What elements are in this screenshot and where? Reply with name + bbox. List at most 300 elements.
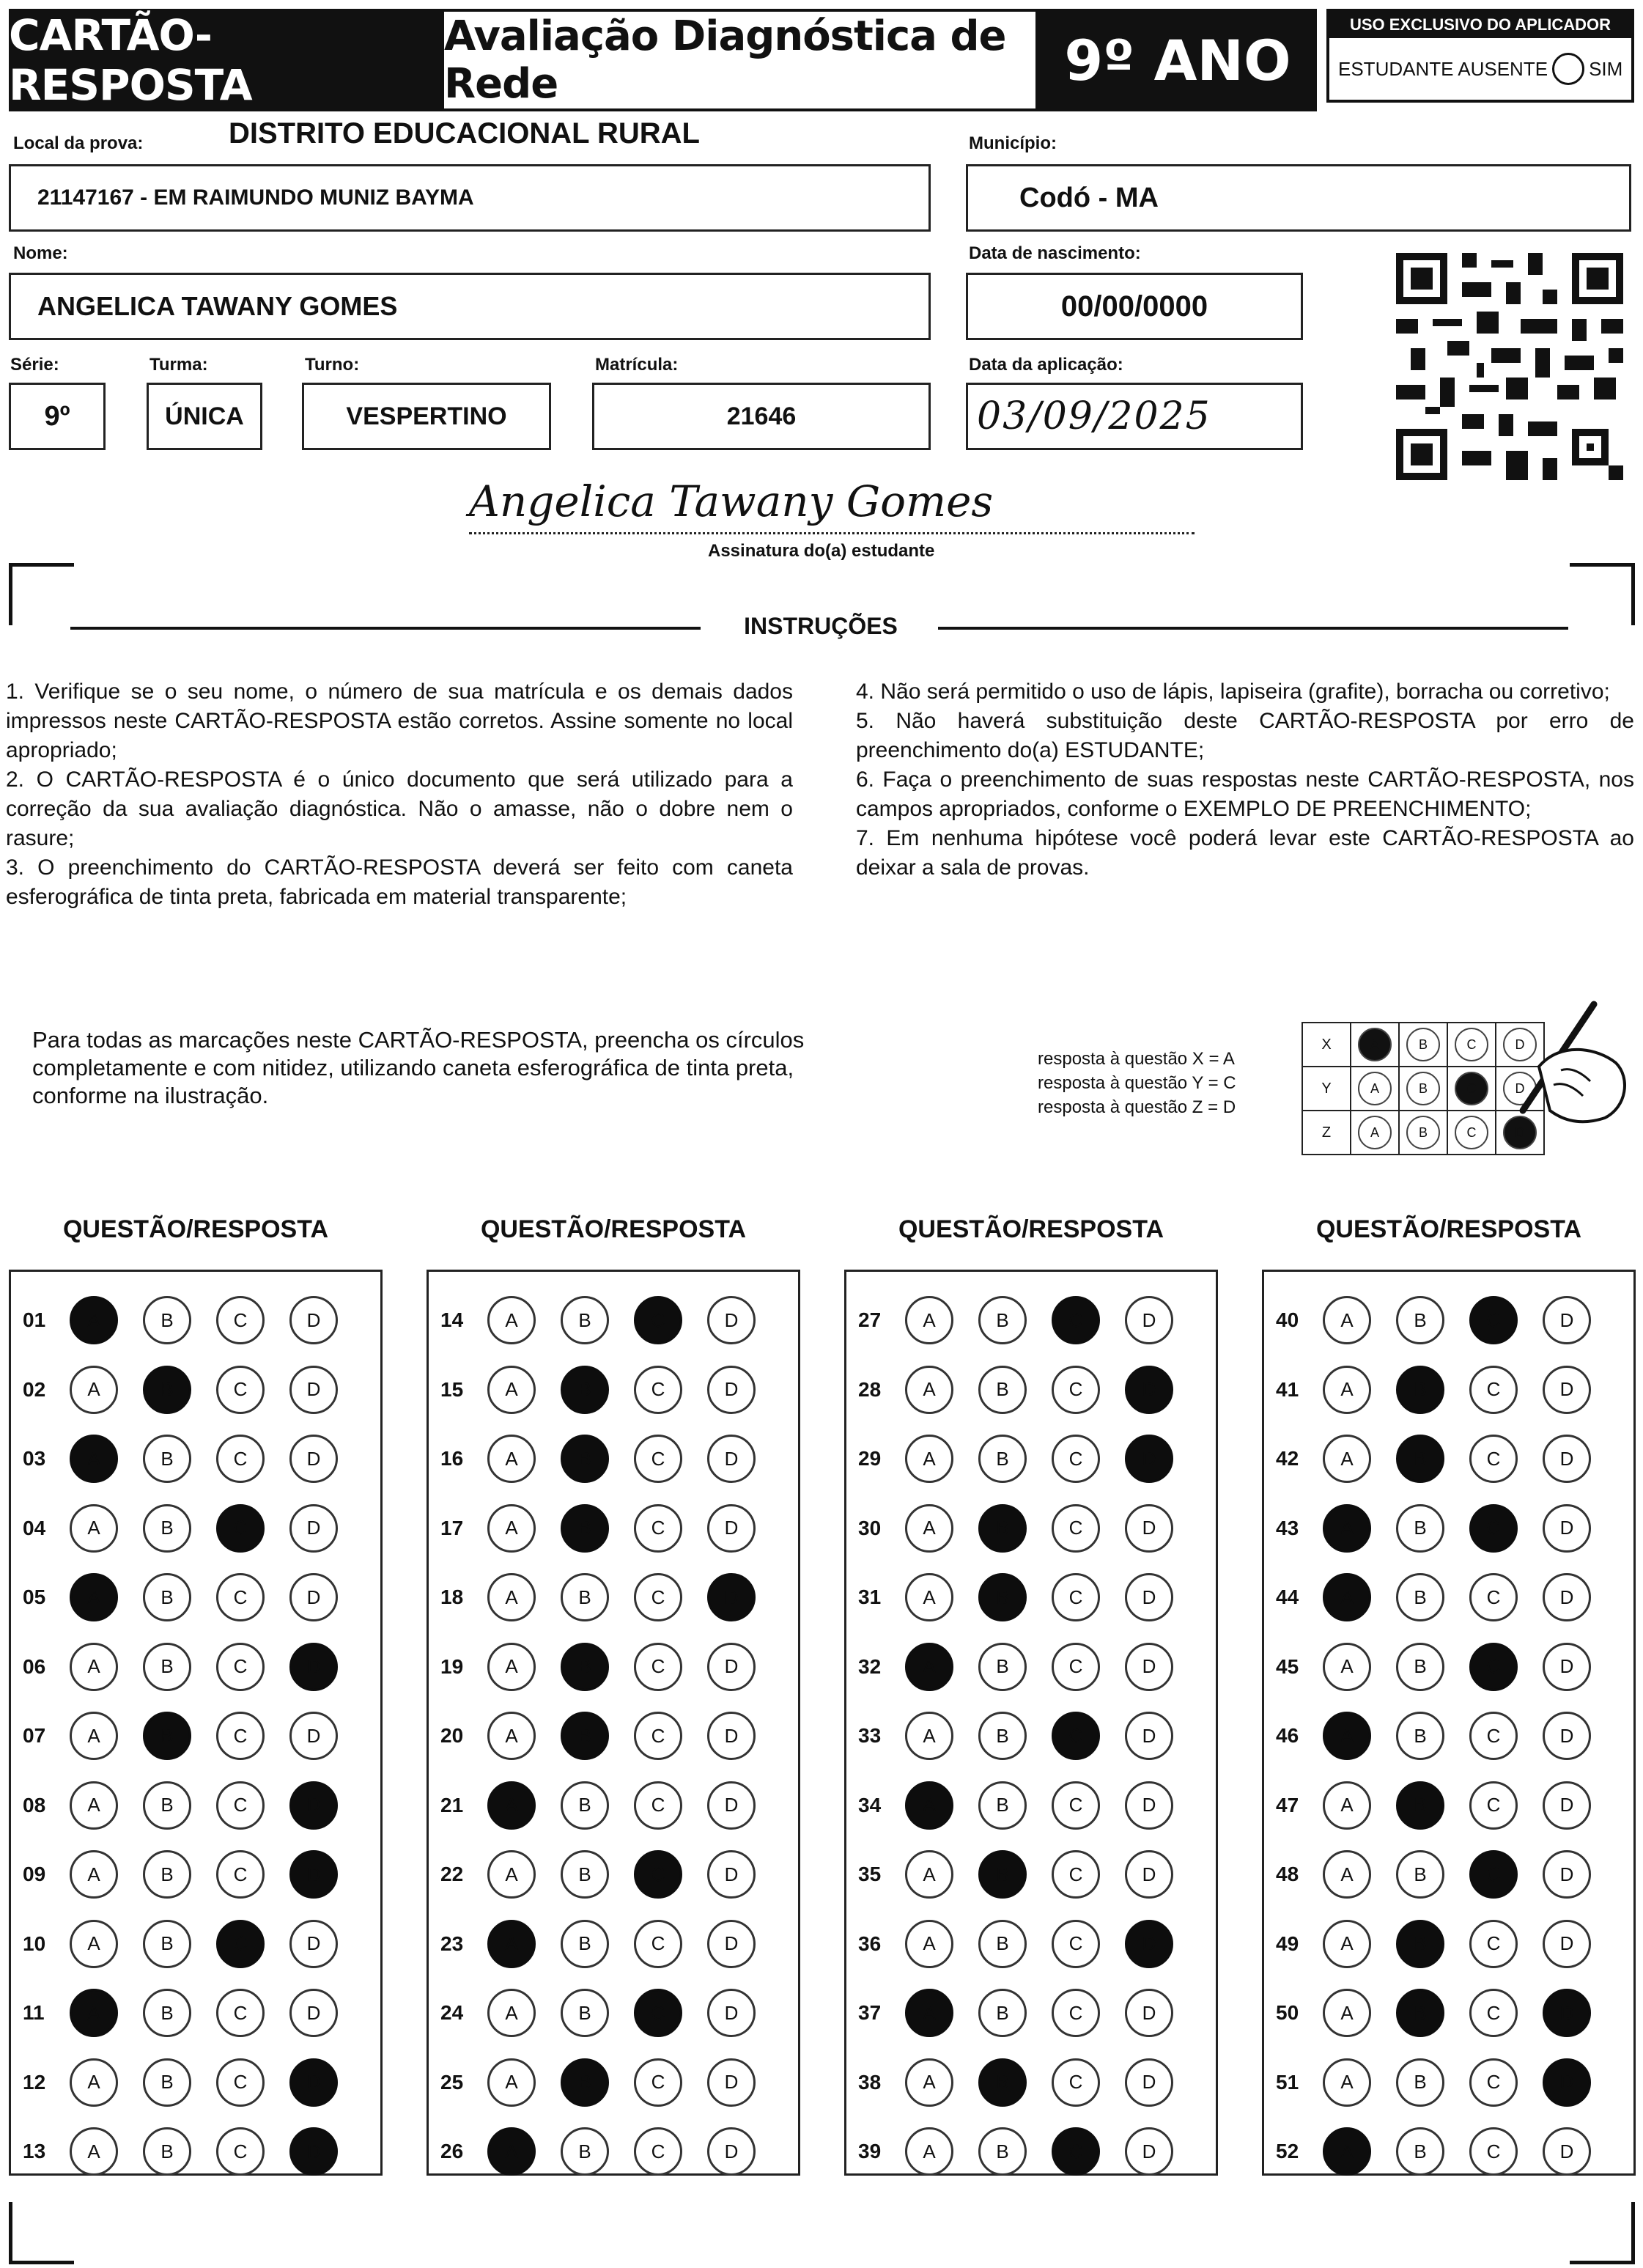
answer-bubble-b[interactable]: B [1396, 1366, 1444, 1414]
answer-bubble-a[interactable]: A [905, 1643, 953, 1691]
answer-bubble-b[interactable]: B [1396, 1296, 1444, 1344]
question-number: 27 [858, 1308, 882, 1331]
example-bubble-b: B [1406, 1116, 1440, 1149]
answer-bubble-a[interactable]: A [905, 1850, 953, 1899]
answer-bubble-b[interactable]: B [561, 2127, 609, 2176]
exam-title: Avaliação Diagnóstica de Rede [441, 9, 1038, 111]
answer-bubble-a[interactable]: A [487, 1435, 536, 1483]
answer-bubble-c[interactable]: C [1052, 1573, 1100, 1621]
answer-bubble-b[interactable]: B [1396, 2127, 1444, 2176]
answer-bubble-b[interactable]: B [1396, 1850, 1444, 1899]
answer-bubble-b[interactable]: B [978, 1643, 1027, 1691]
example-legend-z: resposta à questão Z = D [1038, 1097, 1236, 1117]
question-row [1264, 1638, 1616, 1696]
answer-bubble-d[interactable]: D [1125, 1850, 1173, 1899]
answer-bubble-a[interactable]: A [905, 1712, 953, 1760]
question-number: 29 [858, 1447, 882, 1470]
answer-bubble-b[interactable]: B [1396, 1920, 1444, 1968]
question-row [846, 1361, 1198, 1419]
answer-bubble-a[interactable]: A [487, 1989, 536, 2037]
answer-bubble-b[interactable]: B [1396, 1712, 1444, 1760]
answer-bubble-d[interactable]: D [707, 1435, 756, 1483]
answer-bubble-c[interactable]: C [634, 1781, 682, 1830]
answer-bubble-b[interactable]: B [561, 1435, 609, 1483]
answer-bubble-d[interactable]: D [1543, 1643, 1591, 1691]
example-bubble-a: A [1358, 1116, 1392, 1149]
question-row [1264, 1361, 1616, 1419]
answer-bubble-c[interactable]: C [1469, 1296, 1518, 1344]
answer-bubble-c[interactable]: C [1469, 1712, 1518, 1760]
question-number: 48 [1276, 1863, 1299, 1885]
local-label: Local da prova: [13, 133, 144, 153]
question-number: 39 [858, 2140, 882, 2162]
question-row [429, 1915, 780, 1973]
answer-bubble-c[interactable]: C [216, 2127, 265, 2176]
answer-bubble-d[interactable]: D [289, 1643, 338, 1691]
answer-bubble-b[interactable]: B [143, 1850, 191, 1899]
question-row [429, 1776, 780, 1835]
answer-bubble-d[interactable]: D [289, 1712, 338, 1760]
answer-bubble-b[interactable]: B [143, 2127, 191, 2176]
example-row-label: Z [1302, 1111, 1351, 1155]
answer-bubble-a[interactable]: A [1323, 2127, 1371, 2176]
question-row [846, 1499, 1198, 1558]
answer-bubble-b[interactable]: B [1396, 2058, 1444, 2107]
answer-bubble-b[interactable]: B [143, 1504, 191, 1553]
answer-bubble-d[interactable]: D [1543, 2058, 1591, 2107]
answer-bubble-c[interactable]: C [1469, 1573, 1518, 1621]
grade-label: 9º ANO [1038, 9, 1317, 111]
answer-bubble-a[interactable]: A [487, 1296, 536, 1344]
answer-bubble-d[interactable]: D [289, 1850, 338, 1899]
question-row [11, 2122, 363, 2181]
example-bubble-a: A [1358, 1028, 1392, 1061]
answer-bubble-d[interactable]: D [1543, 1712, 1591, 1760]
answer-bubble-d[interactable]: D [1125, 1296, 1173, 1344]
answer-bubble-b[interactable]: B [143, 1296, 191, 1344]
answer-bubble-d[interactable]: D [289, 2127, 338, 2176]
answer-bubble-c[interactable]: C [1052, 2058, 1100, 2107]
answer-bubble-a[interactable]: A [70, 1920, 118, 1968]
answer-bubble-c[interactable]: C [1469, 1850, 1518, 1899]
question-row [1264, 2053, 1616, 2112]
answer-bubble-b[interactable]: B [978, 1296, 1027, 1344]
answer-bubble-d[interactable]: D [289, 1920, 338, 1968]
question-row [429, 1984, 780, 2042]
question-row [429, 1568, 780, 1627]
answer-bubble-a[interactable]: A [1323, 2058, 1371, 2107]
question-number: 10 [23, 1932, 46, 1955]
answer-bubble-c[interactable]: C [634, 1712, 682, 1760]
answer-bubble-c[interactable]: C [634, 1573, 682, 1621]
matricula: 21646 [726, 402, 797, 430]
answer-bubble-c[interactable]: C [1052, 1643, 1100, 1691]
answer-bubble-c[interactable]: C [1052, 1366, 1100, 1414]
answer-bubble-a[interactable]: A [1323, 1850, 1371, 1899]
question-number: 32 [858, 1654, 882, 1678]
answer-bubble-d[interactable]: D [707, 2127, 756, 2176]
example-bubble-d: D [1503, 1072, 1537, 1105]
turma-field [147, 383, 262, 450]
answer-bubble-c[interactable]: C [216, 1989, 265, 2037]
answer-bubble-a[interactable]: A [487, 1781, 536, 1830]
answer-bubble-a[interactable]: A [1323, 1366, 1371, 1414]
column-title: QUESTÃO/RESPOSTA [1315, 1215, 1582, 1243]
answer-bubble-b[interactable]: B [561, 1712, 609, 1760]
city: Codó - MA [1019, 182, 1159, 213]
answer-bubble-a[interactable]: A [70, 1296, 118, 1344]
answer-bubble-d[interactable]: D [707, 1712, 756, 1760]
answer-bubble-d[interactable]: D [707, 1920, 756, 1968]
answer-bubble-d[interactable]: D [1543, 1366, 1591, 1414]
answer-bubble-d[interactable]: D [1543, 1504, 1591, 1553]
birth-field [966, 273, 1303, 340]
answer-bubble-d[interactable]: D [1125, 1989, 1173, 2037]
answer-bubble-a[interactable]: A [905, 1573, 953, 1621]
answer-bubble-b[interactable]: B [561, 1989, 609, 2037]
answer-bubble-c[interactable]: C [1052, 1920, 1100, 1968]
answer-bubble-c[interactable]: C [216, 1366, 265, 1414]
answer-bubble-a[interactable]: A [905, 1435, 953, 1483]
instruction-5: 5. Não haverá substituição deste CARTÃO-RESPOSTA por erro de preenchimento do(a) ESTUDANTE; [856, 709, 1634, 762]
answer-bubble-c[interactable]: C [634, 2058, 682, 2107]
answer-bubble-d[interactable]: D [1543, 1296, 1591, 1344]
question-number: 24 [440, 2001, 464, 2024]
answer-bubble-b[interactable]: B [1396, 1504, 1444, 1553]
instruction-6: 6. Faça o preenchimento de suas respostas neste CARTÃO-RESPOSTA, nos campos apropriados, conforme o EXEMPLO DE PREENCHIMENTO; [856, 767, 1634, 821]
answer-bubble-d[interactable]: D [707, 1781, 756, 1830]
answer-bubble-d[interactable]: D [1543, 1989, 1591, 2037]
question-row [1264, 1568, 1616, 1627]
turno: VESPERTINO [346, 402, 507, 430]
answer-bubble-b[interactable]: B [978, 1781, 1027, 1830]
answer-bubble-c[interactable]: C [1469, 1435, 1518, 1483]
answer-bubble-b[interactable]: B [561, 1366, 609, 1414]
answer-bubble-b[interactable]: B [978, 1712, 1027, 1760]
answer-bubble-b[interactable]: B [143, 1920, 191, 1968]
question-row [11, 1429, 363, 1488]
answer-bubble-b[interactable]: B [1396, 1435, 1444, 1483]
answer-bubble-b[interactable]: B [1396, 1989, 1444, 2037]
answer-bubble-b[interactable]: B [978, 1850, 1027, 1899]
answer-bubble-c[interactable]: C [1052, 1850, 1100, 1899]
answer-bubble-a[interactable]: A [905, 1920, 953, 1968]
answer-bubble-c[interactable]: C [216, 1573, 265, 1621]
answer-bubble-a[interactable]: A [905, 1989, 953, 2037]
answer-bubble-b[interactable]: B [978, 2058, 1027, 2107]
answer-bubble-b[interactable]: B [561, 1781, 609, 1830]
answer-bubble-c[interactable]: C [216, 1296, 265, 1344]
answer-bubble-a[interactable]: A [70, 1366, 118, 1414]
answer-bubble-a[interactable]: A [70, 1850, 118, 1899]
answer-bubble-c[interactable]: C [1469, 1366, 1518, 1414]
answer-bubble-b[interactable]: B [143, 1435, 191, 1483]
answer-bubble-c[interactable]: C [216, 1643, 265, 1691]
answer-bubble-b[interactable]: B [978, 1504, 1027, 1553]
answer-bubble-d[interactable]: D [707, 1573, 756, 1621]
answer-bubble-a[interactable]: A [1323, 1920, 1371, 1968]
question-number: 43 [1276, 1516, 1299, 1539]
answer-bubble-a[interactable]: A [1323, 1643, 1371, 1691]
absent-row [1338, 53, 1622, 85]
answer-bubble-b[interactable]: B [978, 1920, 1027, 1968]
answer-bubble-c[interactable]: C [1052, 1989, 1100, 2037]
question-number: 03 [23, 1447, 46, 1470]
question-row [429, 1638, 780, 1696]
answer-bubble-b[interactable]: B [978, 1435, 1027, 1483]
answer-bubble-b[interactable]: B [143, 2058, 191, 2107]
answer-bubble-d[interactable]: D [1125, 1643, 1173, 1691]
answer-bubble-c[interactable]: C [1052, 1712, 1100, 1760]
answer-bubble-a[interactable]: A [70, 1989, 118, 2037]
answer-bubble-a[interactable]: A [70, 1712, 118, 1760]
answer-bubble-d[interactable]: D [1543, 1850, 1591, 1899]
question-row [846, 2122, 1198, 2181]
answer-bubble-b[interactable]: B [561, 2058, 609, 2107]
answer-bubble-a[interactable]: A [1323, 1435, 1371, 1483]
question-number: 08 [23, 1793, 46, 1816]
answer-bubble-d[interactable]: D [707, 1850, 756, 1899]
answer-bubble-c[interactable]: C [634, 1504, 682, 1553]
example-bubble-c: C [1455, 1116, 1488, 1149]
example-row-label: X [1302, 1023, 1351, 1067]
question-column [9, 1270, 383, 2176]
answer-bubble-d[interactable]: D [707, 1989, 756, 2037]
answer-bubble-a[interactable]: A [1323, 1781, 1371, 1830]
answer-bubble-b[interactable]: B [1396, 1573, 1444, 1621]
question-row [429, 1429, 780, 1488]
answer-bubble-d[interactable]: D [1543, 2127, 1591, 2176]
question-number: 42 [1276, 1447, 1299, 1470]
answer-bubble-c[interactable]: C [634, 1643, 682, 1691]
answer-bubble-a[interactable]: A [1323, 1573, 1371, 1621]
answer-bubble-a[interactable]: A [487, 2058, 536, 2107]
answer-bubble-a[interactable]: A [905, 1296, 953, 1344]
answer-bubble-c[interactable]: C [1052, 1504, 1100, 1553]
question-number: 17 [440, 1516, 464, 1539]
answer-bubble-a[interactable]: A [487, 1366, 536, 1414]
answer-bubble-d[interactable]: D [1125, 1573, 1173, 1621]
answer-bubble-c[interactable]: C [1469, 2127, 1518, 2176]
answer-bubble-c[interactable]: C [1469, 1920, 1518, 1968]
answer-bubble-b[interactable]: B [143, 1643, 191, 1691]
question-number: 07 [23, 1724, 46, 1747]
answer-bubble-b[interactable]: B [561, 1504, 609, 1553]
answer-bubble-b[interactable]: B [561, 1850, 609, 1899]
answer-bubble-d[interactable]: D [1125, 1920, 1173, 1968]
question-number: 18 [440, 1586, 464, 1608]
answer-bubble-b[interactable]: B [561, 1573, 609, 1621]
divider-right [938, 627, 1568, 630]
answer-bubble-c[interactable]: C [634, 1850, 682, 1899]
answer-bubble-b[interactable]: B [143, 1989, 191, 2037]
answer-bubble-d[interactable]: D [1125, 1366, 1173, 1414]
absent-checkbox[interactable] [1552, 53, 1584, 85]
answer-bubble-c[interactable]: C [1469, 1643, 1518, 1691]
answer-bubble-a[interactable]: A [905, 1504, 953, 1553]
answer-bubble-a[interactable]: A [905, 2058, 953, 2107]
answer-bubble-b[interactable]: B [1396, 1643, 1444, 1691]
answer-bubble-d[interactable]: D [289, 1573, 338, 1621]
answer-bubble-d[interactable]: D [289, 1504, 338, 1553]
answer-bubble-c[interactable]: C [216, 1504, 265, 1553]
answer-bubble-b[interactable]: B [978, 1573, 1027, 1621]
question-number: 05 [23, 1586, 46, 1608]
example-cell [1399, 1023, 1447, 1067]
answer-bubble-c[interactable]: C [634, 1989, 682, 2037]
answer-bubble-d[interactable]: D [1543, 1435, 1591, 1483]
example-bubble-c: C [1455, 1072, 1488, 1105]
answer-bubble-b[interactable]: B [143, 1712, 191, 1760]
answer-bubble-a[interactable]: A [1323, 1712, 1371, 1760]
example-bubble-d: D [1503, 1028, 1537, 1061]
answer-bubble-d[interactable]: D [1543, 1573, 1591, 1621]
question-row [1264, 1776, 1616, 1835]
answer-bubble-c[interactable]: C [216, 1712, 265, 1760]
answer-bubble-b[interactable]: B [978, 2127, 1027, 2176]
question-row [11, 1499, 363, 1558]
answer-bubble-b[interactable]: B [561, 1296, 609, 1344]
answer-bubble-d[interactable]: D [1125, 2058, 1173, 2107]
corner-bottom-right [1570, 2202, 1635, 2264]
answer-bubble-b[interactable]: B [561, 1920, 609, 1968]
answer-bubble-c[interactable]: C [216, 2058, 265, 2107]
example-legend-y: resposta à questão Y = C [1038, 1073, 1236, 1093]
answer-bubble-a[interactable]: A [487, 1850, 536, 1899]
example-bubble-b: B [1406, 1072, 1440, 1105]
answer-bubble-b[interactable]: B [143, 1573, 191, 1621]
answer-bubble-c[interactable]: C [1052, 1781, 1100, 1830]
answer-bubble-d[interactable]: D [289, 1781, 338, 1830]
answer-bubble-d[interactable]: D [707, 1296, 756, 1344]
answer-bubble-d[interactable]: D [1125, 2127, 1173, 2176]
answer-bubble-a[interactable]: A [487, 1712, 536, 1760]
answer-bubble-a[interactable]: A [905, 1781, 953, 1830]
answer-bubble-c[interactable]: C [216, 1781, 265, 1830]
answer-bubble-a[interactable]: A [70, 1504, 118, 1553]
turno-field [302, 383, 551, 450]
answer-bubble-d[interactable]: D [1125, 1781, 1173, 1830]
answer-bubble-c[interactable]: C [634, 1366, 682, 1414]
answer-bubble-d[interactable]: D [289, 1435, 338, 1483]
question-row [11, 2053, 363, 2112]
answer-bubble-c[interactable]: C [1052, 2127, 1100, 2176]
question-number: 04 [23, 1516, 46, 1539]
answer-bubble-d[interactable]: D [707, 1643, 756, 1691]
answer-bubble-c[interactable]: C [1052, 1296, 1100, 1344]
answer-bubble-d[interactable]: D [1125, 1435, 1173, 1483]
answer-bubble-c[interactable]: C [634, 1920, 682, 1968]
answer-bubble-a[interactable]: A [70, 2127, 118, 2176]
answer-bubble-c[interactable]: C [1469, 1504, 1518, 1553]
answer-bubble-c[interactable]: C [634, 1435, 682, 1483]
answer-bubble-a[interactable]: A [70, 1781, 118, 1830]
question-number: 45 [1276, 1654, 1299, 1678]
corner-bottom-left [9, 2202, 74, 2264]
answer-bubble-d[interactable]: D [1125, 1712, 1173, 1760]
divider-left [70, 627, 701, 630]
question-row [11, 1568, 363, 1627]
question-number: 25 [440, 2070, 464, 2094]
answer-bubble-a[interactable]: A [70, 1573, 118, 1621]
answer-bubble-d[interactable]: D [289, 1296, 338, 1344]
answer-bubble-d[interactable]: D [289, 1366, 338, 1414]
answer-bubble-a[interactable]: A [1323, 1296, 1371, 1344]
answer-bubble-c[interactable]: C [216, 1435, 265, 1483]
answer-bubble-b[interactable]: B [143, 1781, 191, 1830]
answer-bubble-b[interactable]: B [1396, 1781, 1444, 1830]
answer-bubble-a[interactable]: A [1323, 1504, 1371, 1553]
answer-bubble-c[interactable]: C [1469, 2058, 1518, 2107]
city-label: Município: [969, 133, 1057, 153]
answer-bubble-d[interactable]: D [707, 1366, 756, 1414]
answer-bubble-d[interactable]: D [289, 1989, 338, 2037]
question-number: 12 [23, 2070, 46, 2094]
answer-bubble-a[interactable]: A [1323, 1989, 1371, 2037]
school: 21147167 - EM RAIMUNDO MUNIZ BAYMA [37, 185, 474, 210]
question-number: 47 [1276, 1793, 1299, 1816]
app-date-label: Data da aplicação: [969, 355, 1123, 375]
example-cell [1447, 1023, 1496, 1067]
answer-bubble-a[interactable]: A [905, 2127, 953, 2176]
question-number: 34 [858, 1793, 882, 1816]
question-row [846, 1706, 1198, 1765]
question-row [846, 1845, 1198, 1904]
answer-bubble-c[interactable]: C [1052, 1435, 1100, 1483]
answer-bubble-a[interactable]: A [487, 1573, 536, 1621]
answer-bubble-a[interactable]: A [70, 2058, 118, 2107]
instruction-4: 4. Não será permitido o uso de lápis, lapiseira (grafite), borracha ou corretivo; [856, 680, 1610, 704]
question-row [11, 1984, 363, 2042]
answer-bubble-b[interactable]: B [978, 1366, 1027, 1414]
question-number: 15 [440, 1377, 464, 1401]
question-number: 14 [440, 1308, 464, 1331]
answer-bubble-b[interactable]: B [143, 1366, 191, 1414]
answer-bubble-c[interactable]: C [1469, 1781, 1518, 1830]
answer-bubble-c[interactable]: C [216, 1850, 265, 1899]
example-bubble-b: B [1406, 1028, 1440, 1061]
answer-bubble-a[interactable]: A [487, 1504, 536, 1553]
name-label: Nome: [13, 243, 68, 263]
answer-bubble-d[interactable]: D [707, 1504, 756, 1553]
answer-bubble-a[interactable]: A [905, 1366, 953, 1414]
answer-bubble-c[interactable]: C [1469, 1989, 1518, 2037]
question-row [846, 1915, 1198, 1973]
question-row [11, 1361, 363, 1419]
example-legend [1038, 1047, 1236, 1119]
answer-bubble-d[interactable]: D [1543, 1781, 1591, 1830]
question-row [1264, 1915, 1616, 1973]
answer-bubble-d[interactable]: D [707, 2058, 756, 2107]
answer-bubble-a[interactable]: A [487, 1643, 536, 1691]
answer-bubble-c[interactable]: C [634, 2127, 682, 2176]
turno-label: Turno: [305, 355, 360, 375]
answer-bubble-d[interactable]: D [1543, 1920, 1591, 1968]
answer-bubble-b[interactable]: B [561, 1643, 609, 1691]
answer-bubble-b[interactable]: B [978, 1989, 1027, 2037]
answer-bubble-a[interactable]: A [70, 1435, 118, 1483]
answer-bubble-c[interactable]: C [634, 1296, 682, 1344]
answer-bubble-a[interactable]: A [487, 1920, 536, 1968]
answer-bubble-d[interactable]: D [1125, 1504, 1173, 1553]
answer-bubble-a[interactable]: A [487, 2127, 536, 2176]
question-row [846, 1429, 1198, 1488]
answer-bubble-c[interactable]: C [216, 1920, 265, 1968]
answer-bubble-a[interactable]: A [70, 1643, 118, 1691]
answer-bubble-d[interactable]: D [289, 2058, 338, 2107]
question-number: 33 [858, 1724, 882, 1747]
district: DISTRITO EDUCACIONAL RURAL [229, 117, 700, 150]
